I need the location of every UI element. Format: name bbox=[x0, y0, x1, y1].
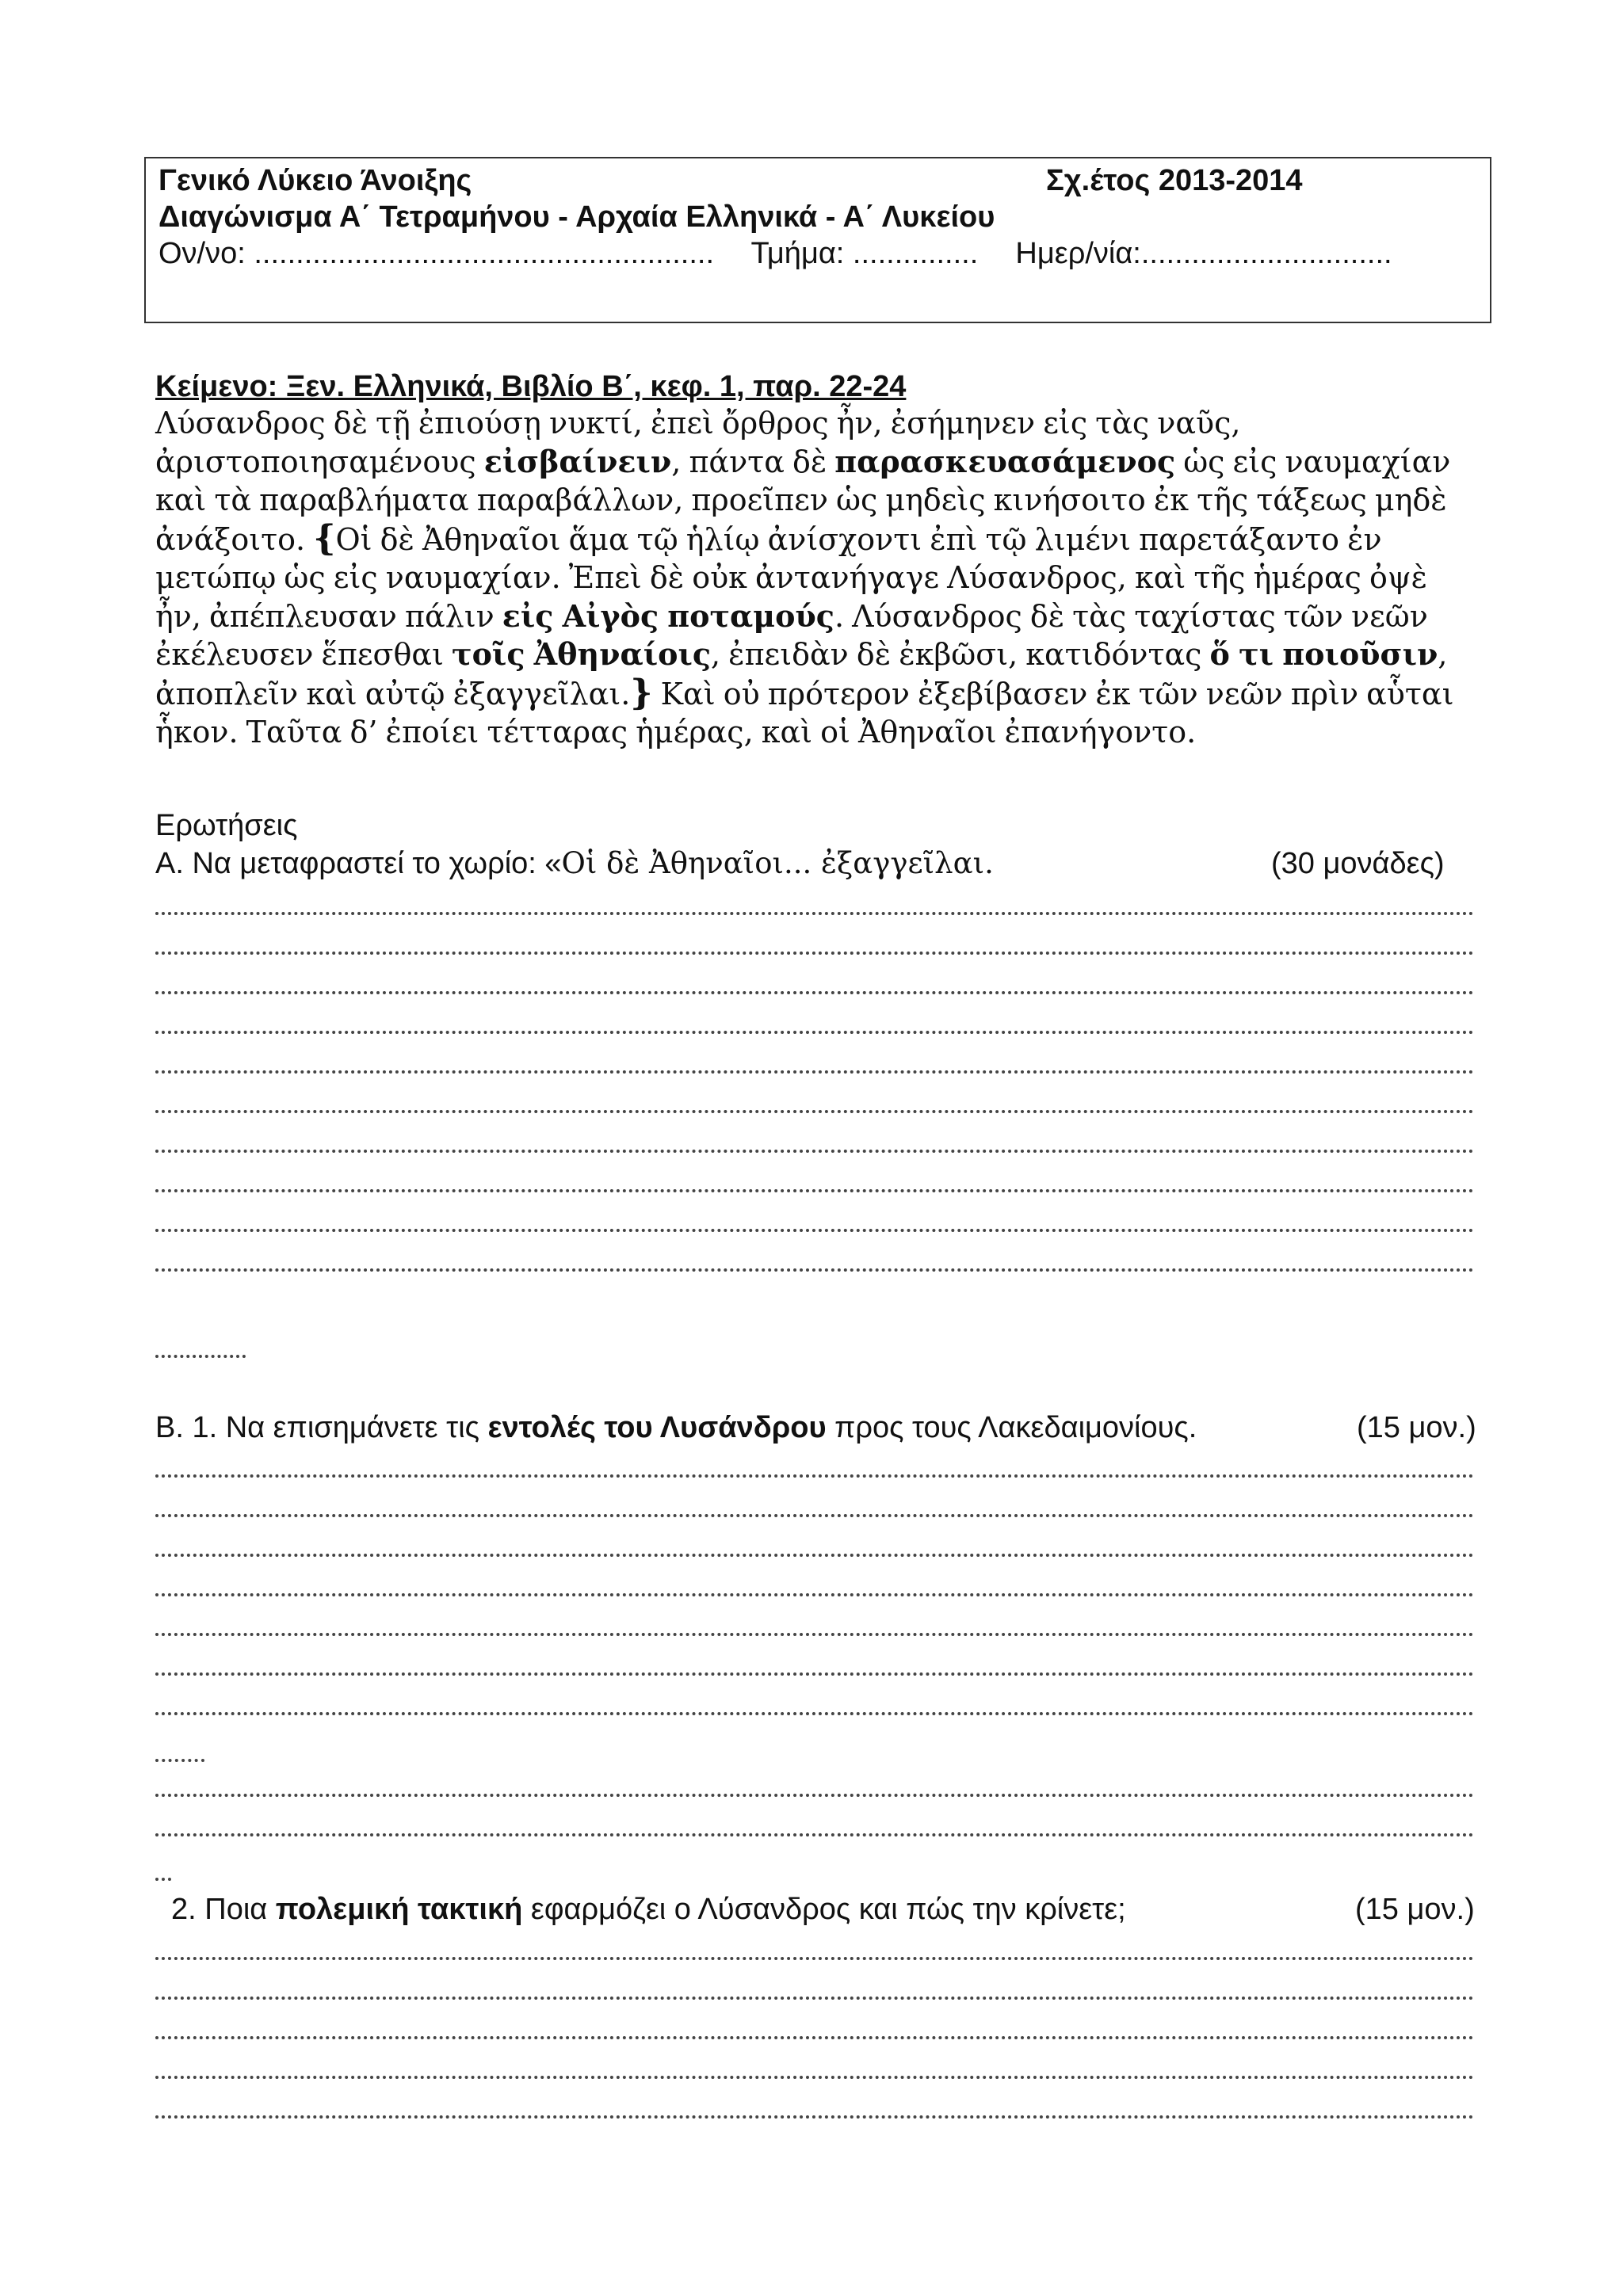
answer-line[interactable] bbox=[155, 2039, 1474, 2079]
greek-passage bbox=[155, 404, 1495, 752]
student-info-line bbox=[158, 235, 1392, 272]
question-b1-points: (15 μον.) bbox=[1357, 1411, 1476, 1444]
answer-line[interactable] bbox=[155, 1517, 1474, 1557]
answer-line[interactable] bbox=[155, 875, 1474, 915]
class-field[interactable]: Τμήμα: ............... bbox=[750, 237, 979, 270]
answer-line[interactable] bbox=[155, 2079, 1474, 2119]
passage-line: ἀνάξοιτο. {Οἱ δὲ Ἀθηναῖοι ἅμα τῷ ἡλίῳ ἀνίσχοντι ἐπὶ τῷ λιμένι παρετάξαντο ἐν bbox=[155, 517, 1382, 559]
passage-line: μετώπῳ ὡς εἰς ναυμαχίαν. Ἐπεὶ δὲ οὐκ ἀντανήγαγε Λύσανδρος, καὶ τῆς ἡμέρας ὀψὲ bbox=[155, 560, 1428, 595]
text-source-heading: Κείμενο: Ξεν. Ελληνικά, Βιβλίο Β΄, κεφ. 1, παρ. 22-24 bbox=[155, 370, 907, 403]
answer-line[interactable] bbox=[155, 1232, 1474, 1272]
highlight-word: εἰς Αἰγὸς ποταμούς bbox=[502, 597, 834, 634]
answer-line[interactable] bbox=[155, 1478, 1474, 1517]
answer-line[interactable] bbox=[155, 1636, 1474, 1676]
answer-line[interactable] bbox=[155, 1192, 1474, 1232]
answer-line[interactable] bbox=[155, 1797, 1474, 1836]
answer-area-b2[interactable] bbox=[155, 1920, 1474, 2119]
question-a: Α. Να μεταφραστεί το χωρίο: «Οἱ δὲ Ἀθηναῖοι... ἐξαγγεῖλαι. bbox=[155, 846, 994, 880]
answer-line[interactable] bbox=[155, 1034, 1474, 1074]
passage-line: ἐκέλευσεν ἕπεσθαι τοῖς Ἀθηναίοις, ἐπειδὰν δὲ ἐκβῶσι, κατιδόντας ὅ τι ποιοῦσιν, bbox=[155, 636, 1448, 672]
passage-line: ἀριστοποιησαμένους εἰσβαίνειν, πάντα δὲ παρασκευασάμενος ὡς εἰς ναυμαχίαν bbox=[155, 443, 1451, 479]
answer-line-end bbox=[155, 1352, 246, 1358]
answer-line[interactable] bbox=[155, 1438, 1474, 1478]
answer-area-a[interactable] bbox=[155, 875, 1474, 1272]
answer-line[interactable] bbox=[155, 1757, 1474, 1797]
header-box bbox=[144, 157, 1491, 323]
answer-line-end bbox=[155, 1875, 171, 1881]
exam-title: Διαγώνισμα Α΄ Τετραμήνου - Αρχαία Ελληνικά - Α΄ Λυκείου bbox=[158, 200, 995, 234]
date-field[interactable]: Ημερ/νία:.............................. bbox=[1015, 237, 1392, 270]
answer-line[interactable] bbox=[155, 1676, 1474, 1715]
highlight-word: παρασκευασάμενος bbox=[834, 443, 1176, 479]
question-b2-points: (15 μον.) bbox=[1355, 1893, 1475, 1926]
answer-line[interactable] bbox=[155, 915, 1474, 955]
highlight-word: ὅ τι ποιοῦσιν bbox=[1209, 636, 1438, 672]
question-b2: 2. Ποια πολεμική τακτική εφαρμόζει ο Λύσανδρος και πώς την κρίνετε; bbox=[171, 1893, 1126, 1926]
answer-line[interactable] bbox=[155, 1920, 1474, 1960]
answer-line[interactable] bbox=[155, 1960, 1474, 2000]
close-brace: } bbox=[630, 672, 653, 713]
school-name: Γενικό Λύκειο Άνοιξης bbox=[158, 164, 472, 197]
answer-line[interactable] bbox=[155, 1153, 1474, 1192]
passage-line: ἧκον. Ταῦτα δ’ ἐποίει τέτταρας ἡμέρας, καὶ οἱ Ἀθηναῖοι ἐπανήγοντο. bbox=[155, 715, 1197, 749]
answer-area-b1-cont[interactable] bbox=[155, 1757, 1474, 1836]
answer-line[interactable] bbox=[155, 1557, 1474, 1596]
name-field[interactable]: Ον/νο: ....................................................... bbox=[158, 237, 715, 270]
open-brace: { bbox=[313, 517, 336, 559]
school-year: Σχ.έτος 2013-2014 bbox=[1046, 164, 1303, 197]
questions-title: Ερωτήσεις bbox=[155, 809, 298, 842]
highlight-word: εἰσβαίνειν bbox=[483, 443, 672, 479]
question-a-points: (30 μονάδες) bbox=[1271, 847, 1445, 880]
answer-line[interactable] bbox=[155, 2000, 1474, 2039]
answer-area-b1[interactable] bbox=[155, 1438, 1474, 1715]
passage-line: Λύσανδρος δὲ τῇ ἐπιούσῃ νυκτί, ἐπεὶ ὄρθρος ἦν, ἐσήμηνεν εἰς τὰς ναῦς, bbox=[155, 406, 1241, 441]
question-b1: Β. 1. Να επισημάνετε τις εντολές του Λυσάνδρου προς τους Λακεδαιμονίους. bbox=[155, 1411, 1197, 1444]
answer-line[interactable] bbox=[155, 1074, 1474, 1113]
answer-line[interactable] bbox=[155, 1596, 1474, 1636]
answer-line[interactable] bbox=[155, 955, 1474, 994]
answer-line[interactable] bbox=[155, 1113, 1474, 1153]
answer-line[interactable] bbox=[155, 994, 1474, 1034]
highlight-word: τοῖς Ἀθηναίοις bbox=[452, 636, 712, 672]
passage-line: ἦν, ἀπέπλευσαν πάλιν εἰς Αἰγὸς ποταμούς. Λύσανδρος δὲ τὰς ταχίστας τῶν νεῶν bbox=[155, 597, 1428, 634]
passage-line: καὶ τὰ παραβλήματα παραβάλλων, προεῖπεν ὡς μηδεὶς κινήσοιτο ἐκ τῆς τάξεως μηδὲ bbox=[155, 482, 1447, 517]
passage-line: ἀποπλεῖν καὶ αὐτῷ ἐξαγγεῖλαι.} Καὶ οὐ πρότερον ἐξεβίβασεν ἐκ τῶν νεῶν πρὶν αὗται bbox=[155, 672, 1454, 713]
